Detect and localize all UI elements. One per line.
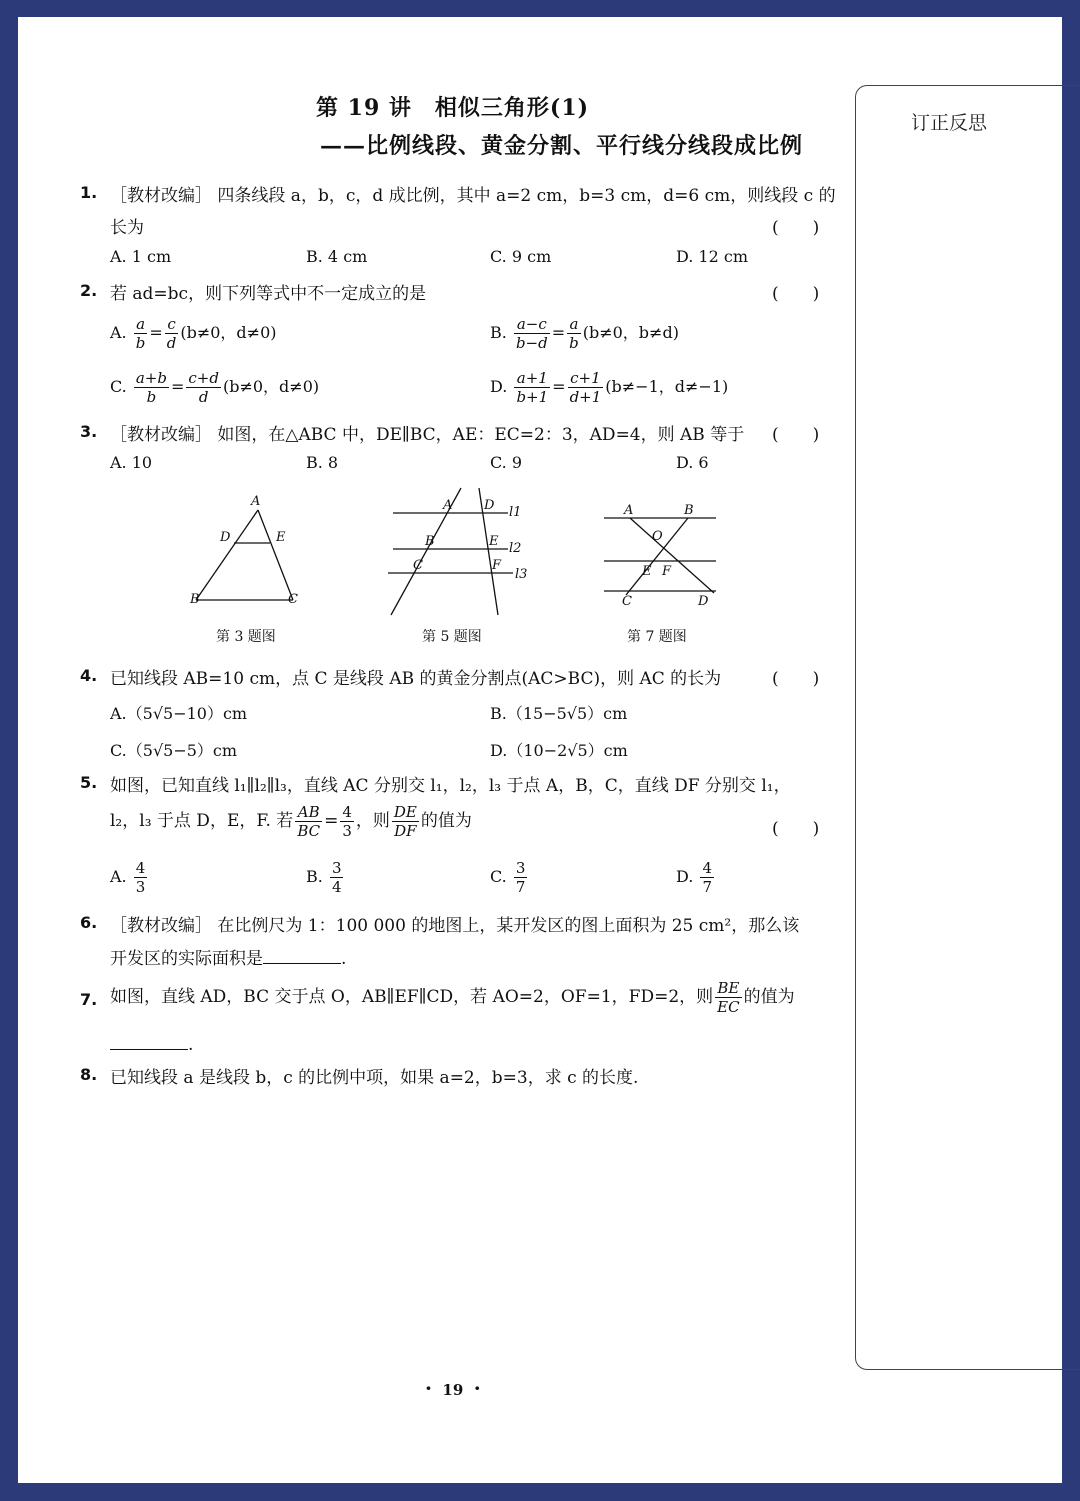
option-b: B. 8: [306, 453, 339, 472]
question-text: [110, 979, 795, 1016]
denominator: DF: [394, 822, 417, 840]
answer-paren: ( ): [772, 669, 820, 689]
numerator: c: [165, 315, 179, 334]
question-number: 6.: [80, 913, 98, 932]
fraction: [134, 315, 148, 352]
question-text-line2: 长为: [110, 218, 144, 238]
option-a: A.（5√5−10）cm: [110, 704, 248, 723]
figure-3-triangle: [178, 487, 318, 612]
denominator: b: [146, 388, 157, 406]
option-label: C.: [490, 867, 507, 886]
label-a: A: [624, 503, 634, 518]
question-text-line2: [110, 1031, 193, 1055]
equals-sign: =: [324, 811, 339, 831]
fraction-be-ec: [715, 979, 741, 1016]
figure-5-parallel-lines: [383, 485, 543, 620]
fraction: [330, 859, 344, 896]
question-text: ［教材改编］ 在比例尺为 1：100 000 的地图上，某开发区的图上面积为 25 cm²，那么该: [110, 916, 800, 936]
numerator: 3: [331, 859, 342, 877]
fraction: [700, 859, 714, 896]
denominator: d: [166, 334, 177, 352]
option-label: A.: [110, 867, 127, 886]
figure-7-crossing-lines: [598, 497, 728, 627]
option-label: C.: [110, 377, 127, 396]
option-b: [490, 315, 679, 352]
text-part: 开发区的实际面积是: [110, 949, 263, 969]
correction-sidebar: [855, 85, 1080, 1370]
option-c: [490, 859, 529, 896]
question-number: 5.: [80, 773, 98, 792]
page-number: [425, 1376, 481, 1400]
equals-sign: =: [551, 323, 566, 342]
question-text-line2: [110, 803, 472, 840]
label-e: E: [642, 564, 652, 579]
denominator: d: [198, 388, 209, 406]
answer-paren: ( ): [772, 819, 820, 839]
denominator: 3: [342, 822, 352, 840]
option-label: B.: [490, 323, 507, 342]
answer-blank[interactable]: [263, 945, 341, 964]
option-d: [676, 859, 716, 896]
option-a: [110, 315, 277, 352]
option-c: [110, 369, 319, 406]
condition: (b≠−1，d≠−1): [605, 377, 729, 396]
option-d: D.（10−2√5）cm: [490, 741, 628, 760]
numerator: 4: [135, 859, 146, 877]
question-text: ［教材改编］ 如图，在△ABC 中，DE∥BC，AE：EC=2：3，AD=4，则 AB 等于: [110, 425, 745, 445]
denominator: b−d: [515, 334, 548, 352]
equals-sign: =: [170, 377, 185, 396]
label-e: E: [489, 534, 499, 549]
question-number: 3.: [80, 422, 98, 441]
option-label: A.: [110, 323, 127, 342]
figure-3-caption: 第 3 题图: [216, 629, 276, 645]
text-part: 的值为: [420, 811, 472, 831]
text-part: .: [188, 1035, 194, 1055]
label-l2: l2: [509, 541, 522, 556]
option-c: C. 9 cm: [490, 247, 552, 266]
denominator: b: [135, 334, 146, 352]
question-text: 已知线段 AB=10 cm，点 C 是线段 AB 的黄金分割点(AC>BC)，则 AC 的长为: [110, 669, 722, 689]
label-a: A: [443, 498, 453, 513]
fraction: [165, 315, 179, 352]
label-c: C: [622, 594, 632, 609]
fraction-ab-bc: [295, 803, 322, 840]
text-part: 的值为: [743, 987, 795, 1007]
question-text: 如图，已知直线 l₁∥l₂∥l₃，直线 AC 分别交 l₁，l₂，l₃ 于点 A，B，C，直线 DF 分别交 l₁，: [110, 776, 791, 796]
lesson-title: 第 19 讲 相似三角形(1): [316, 95, 590, 121]
figure-5-caption: 第 5 题图: [422, 629, 482, 645]
fraction: [514, 859, 528, 896]
answer-paren: ( ): [772, 425, 820, 445]
denominator: EC: [717, 998, 740, 1016]
condition: (b≠0，d≠0): [180, 323, 277, 342]
denominator: 3: [135, 878, 146, 896]
worksheet-page: [18, 17, 1062, 1483]
equals-sign: =: [552, 377, 566, 396]
question-number: 8.: [80, 1065, 98, 1084]
option-c: C. 9: [490, 453, 523, 472]
numerator: a+1: [514, 369, 550, 388]
fraction: [134, 859, 148, 896]
numerator: 4: [702, 859, 712, 877]
label-b: B: [684, 503, 694, 518]
option-label: D.: [490, 377, 508, 396]
fraction: [134, 369, 169, 406]
option-b: [306, 859, 345, 896]
numerator: a: [567, 315, 581, 334]
denominator: BC: [297, 822, 321, 840]
label-l3: l3: [515, 567, 528, 582]
answer-paren: ( ): [772, 218, 820, 238]
question-number: 7.: [80, 990, 98, 1009]
denominator: 7: [515, 878, 526, 896]
text-part: .: [341, 949, 347, 969]
fraction-de-df: [392, 803, 419, 840]
fraction: [186, 369, 221, 406]
denominator: b+1: [516, 388, 549, 406]
denominator: d+1: [569, 388, 602, 406]
question-number: 2.: [80, 281, 98, 300]
lesson-subtitle: ——比例线段、黄金分割、平行线分线段成比例: [320, 133, 804, 159]
label-d: D: [220, 530, 231, 545]
numerator: a: [134, 315, 148, 334]
condition: (b≠0，b≠d): [582, 323, 679, 342]
question-text: 若 ad=bc，则下列等式中不一定成立的是: [110, 284, 427, 304]
fraction: [514, 369, 550, 406]
denominator: 4: [331, 878, 342, 896]
text-part: 如图，直线 AD，BC 交于点 O，AB∥EF∥CD，若 AO=2，OF=1，FD=2，则: [110, 987, 714, 1007]
option-b: B.（15−5√5）cm: [490, 704, 628, 723]
question-text-line2: [110, 944, 346, 969]
label-c: C: [288, 592, 298, 607]
label-o: O: [652, 529, 663, 544]
numerator: 3: [515, 859, 526, 877]
denominator: 7: [702, 878, 712, 896]
option-a: A. 10: [110, 453, 153, 472]
numerator: c+d: [188, 369, 219, 387]
label-l1: l1: [509, 505, 522, 520]
denominator: b: [569, 334, 579, 352]
label-d: D: [484, 498, 495, 513]
answer-blank[interactable]: [110, 1031, 188, 1050]
numerator: a−c: [514, 315, 550, 334]
label-b: B: [190, 592, 200, 607]
condition: (b≠0，d≠0): [222, 377, 320, 396]
option-b: B. 4 cm: [306, 247, 368, 266]
label-f: F: [492, 558, 502, 573]
text-part: ，则: [355, 811, 390, 831]
page-dot-right: ·: [473, 1376, 481, 1400]
option-label: B.: [306, 867, 323, 886]
numerator: DE: [393, 803, 417, 821]
numerator: a+b: [135, 369, 167, 387]
label-b: B: [425, 534, 435, 549]
fraction: [568, 369, 604, 406]
label-f: F: [662, 564, 672, 579]
question-number: 4.: [80, 666, 98, 685]
label-d: D: [698, 594, 709, 609]
option-d: D. 6: [676, 453, 709, 472]
numerator: AB: [295, 803, 322, 822]
numerator: BE: [715, 979, 741, 998]
option-d: D. 12 cm: [676, 247, 749, 266]
option-a: A. 1 cm: [110, 247, 172, 266]
sidebar-label: 订正反思: [911, 112, 988, 134]
equals-sign: =: [149, 323, 163, 342]
option-a: [110, 859, 149, 896]
text-part: l₂，l₃ 于点 D，E，F. 若: [110, 811, 294, 831]
option-label: D.: [676, 867, 694, 886]
option-d: [490, 369, 728, 406]
page-dot-left: ·: [425, 1376, 432, 1400]
fraction: [514, 315, 550, 352]
label-a: A: [251, 494, 261, 509]
option-c: C.（5√5−5）cm: [110, 741, 238, 760]
label-e: E: [276, 530, 286, 545]
question-text: 已知线段 a 是线段 b，c 的比例中项，如果 a=2，b=3，求 c 的长度.: [110, 1068, 639, 1088]
answer-paren: ( ): [772, 284, 820, 304]
numerator: 4: [342, 803, 352, 821]
question-number: 1.: [80, 183, 98, 202]
question-text: ［教材改编］ 四条线段 a，b，c，d 成比例，其中 a=2 cm，b=3 cm，d=6 cm，则线段 c 的: [110, 186, 836, 206]
numerator: c+1: [568, 369, 604, 388]
page-number-value: 19: [442, 1381, 464, 1399]
label-c: C: [413, 558, 423, 573]
fraction-4-3: [340, 803, 354, 840]
fraction: [567, 315, 581, 352]
figure-7-caption: 第 7 题图: [627, 629, 687, 645]
